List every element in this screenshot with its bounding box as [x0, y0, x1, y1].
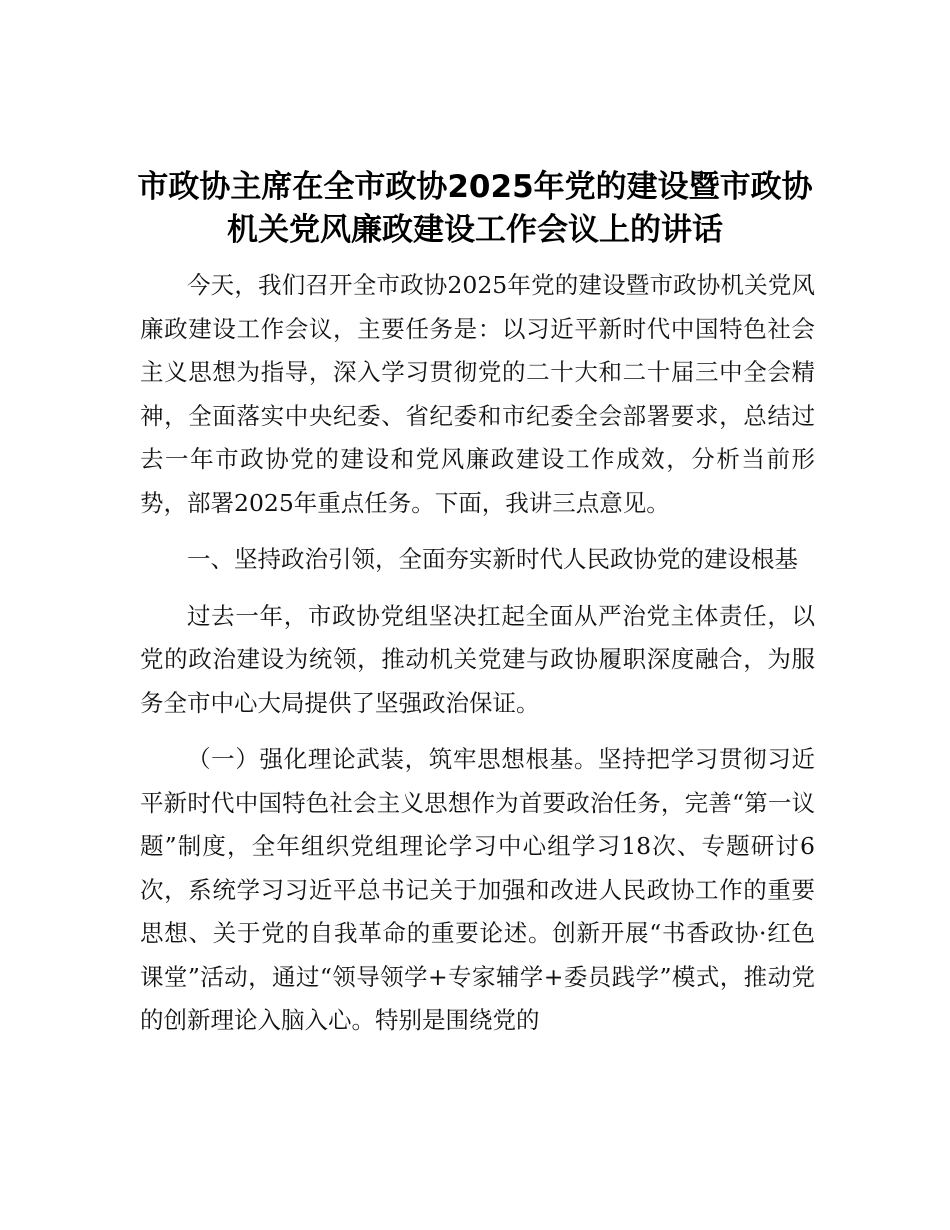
paragraph-subsection-1: （一）强化理论武装，筑牢思想根基。坚持把学习贯彻习近平新时代中国特色社会主义思想作为首要政治任务，完善“第一议题”制度，全年组织党组理论学习中心组学习18次、专题研讨6次，系统学习习近平总书记关于加强和改进人民政协工作的重要思想、关于党的自我革命的重要论述。创新开展“书香政协·红色课堂”活动，通过“领导领学+专家辅学+委员践学”模式，推动党的创新理论入脑入心。特别是围绕党的	[140, 745, 815, 1034]
document-body	[140, 264, 815, 1056]
paragraph-intro: 今天，我们召开全市政协2025年党的建设暨市政协机关党风廉政建设工作会议，主要任务是：以习近平新时代中国特色社会主义思想为指导，深入学习贯彻党的二十大和二十届三中全会精神，全面落实中央纪委、省纪委和市纪委全会部署要求，总结过去一年市政协党的建设和党风廉政建设工作成效，分析当前形势，部署2025年重点任务。下面，我讲三点意见。	[140, 271, 815, 517]
document-title: 市政协主席在全市政协2025年党的建设暨市政协机关党风廉政建设工作会议上的讲话	[137, 169, 813, 248]
paragraph-summary: 过去一年，市政协党组坚决扛起全面从严治党主体责任，以党的政治建设为统领，推动机关党建与政协履职深度融合，为服务全市中心大局提供了坚强政治保证。	[140, 601, 815, 717]
section-heading-1: 一、坚持政治引领，全面夯实新时代人民政协党的建设根基	[187, 545, 798, 573]
